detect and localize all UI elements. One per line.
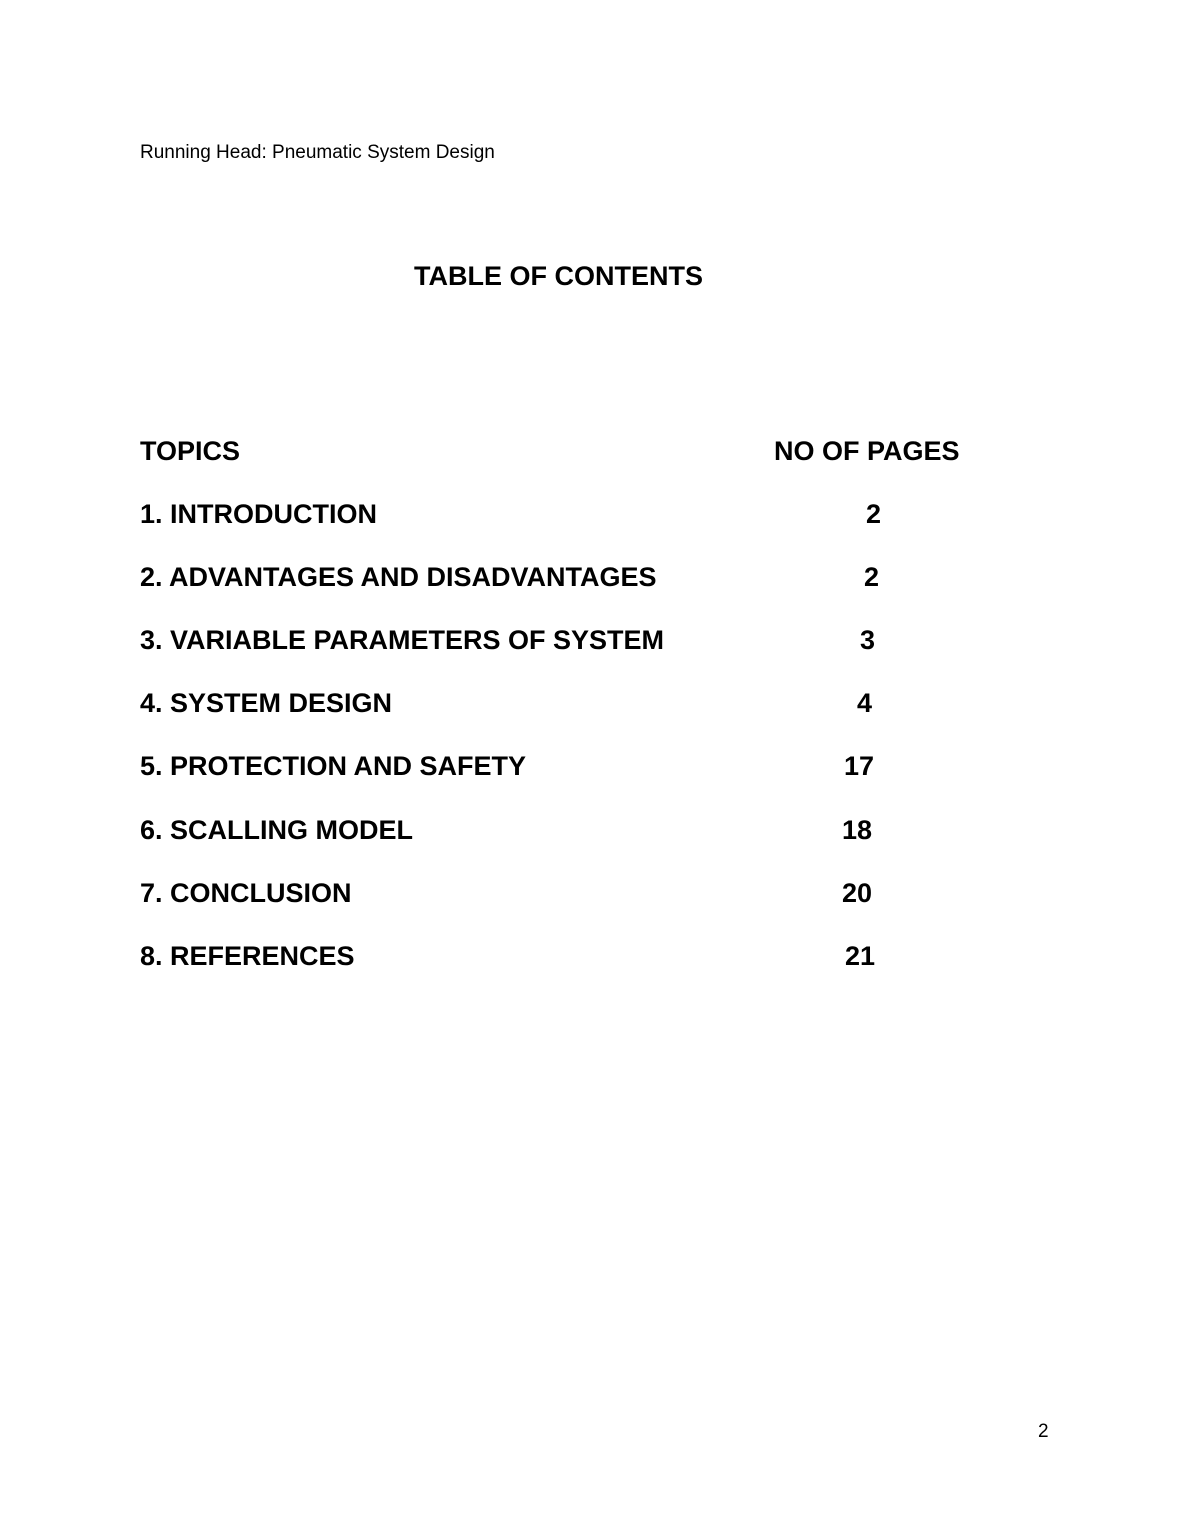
toc-entry-page: 2 xyxy=(864,562,880,592)
toc-entry-page: 21 xyxy=(845,941,876,971)
toc-entry-page: 2 xyxy=(866,499,882,529)
toc-entry xyxy=(140,875,1040,911)
toc-entry-topic: 4. SYSTEM DESIGN xyxy=(140,688,393,718)
toc-entry-topic: 8. REFERENCES xyxy=(140,941,355,971)
toc-entry xyxy=(140,938,1040,974)
toc-entry-page: 20 xyxy=(842,878,873,908)
toc-entry-page: 17 xyxy=(844,751,875,781)
toc-entry xyxy=(140,622,1040,658)
page-number: 2 xyxy=(1038,1421,1049,1442)
toc-column-pages: NO OF PAGES xyxy=(774,436,960,466)
toc-title: TABLE OF CONTENTS xyxy=(414,261,703,291)
running-head: Running Head: Pneumatic System Design xyxy=(140,142,495,163)
toc-entry xyxy=(140,748,1040,784)
toc-entry xyxy=(140,685,1040,721)
toc-entry xyxy=(140,496,1040,532)
toc-header-row xyxy=(140,433,1040,469)
toc-entry-topic: 5. PROTECTION AND SAFETY xyxy=(140,751,527,781)
toc-entry-topic: 3. VARIABLE PARAMETERS OF SYSTEM xyxy=(140,625,665,655)
toc-entry-page: 3 xyxy=(860,625,876,655)
toc-entry-page: 18 xyxy=(842,815,873,845)
toc-entry xyxy=(140,559,1040,595)
toc-entry-topic: 6. SCALLING MODEL xyxy=(140,815,414,845)
toc-entry-topic: 2. ADVANTAGES AND DISADVANTAGES xyxy=(140,562,657,592)
toc-column-topics: TOPICS xyxy=(140,436,241,466)
toc-entry-page: 4 xyxy=(857,688,873,718)
toc-entry xyxy=(140,812,1040,848)
toc-entry-topic: 1. INTRODUCTION xyxy=(140,499,378,529)
toc-entry-topic: 7. CONCLUSION xyxy=(140,878,352,908)
